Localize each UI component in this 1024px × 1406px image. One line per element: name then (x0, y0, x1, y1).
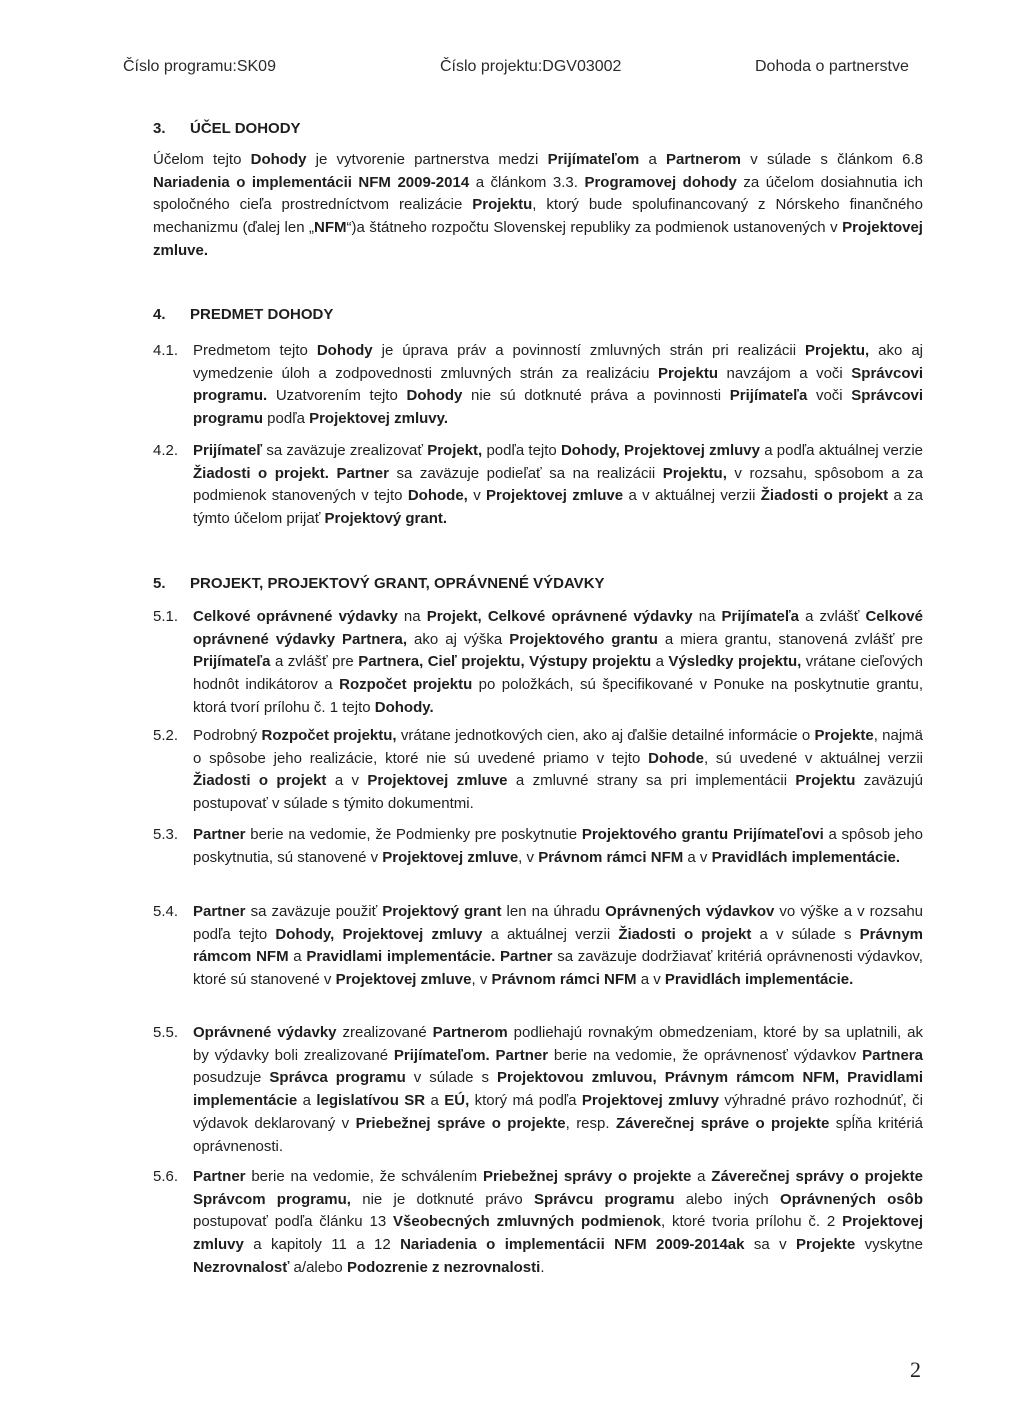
bold-term: Projektu, (662, 464, 727, 482)
text-run: , ktoré tvoria prílohu č. 2 (660, 1213, 843, 1231)
bold-term: Partnerom (666, 151, 742, 168)
bold-term: Partnera, Cieľ projektu, Výstupy projektu (358, 653, 652, 671)
bold-term: Partnerom (432, 1024, 508, 1041)
bold-term: Partner (193, 1168, 246, 1185)
text-run: zaväzujú postupovať v súlade s týmito dokumentmi. (193, 772, 923, 813)
bold-term: Právnom rámci NFM (491, 971, 637, 989)
text-run: a/alebo (289, 1258, 347, 1276)
bold-term: Žiadosti o projekt (193, 772, 327, 790)
text-run: Podrobný (193, 727, 262, 744)
clause-text (193, 725, 923, 816)
bold-term: Prijímateľa (729, 387, 808, 405)
bold-term: Dohody (316, 342, 373, 359)
section-number: 5. (153, 575, 166, 592)
text-run: a v (326, 772, 368, 790)
clause-5-5 (153, 1022, 923, 1158)
text-run: vrátane cieľových hodnôt indikátorov a (193, 653, 923, 694)
bold-term: Priebežnej správe o projekte (355, 1114, 566, 1132)
text-run: a (288, 948, 307, 966)
bold-term: Projektu, (805, 342, 870, 359)
bold-term: Projektovej zmluve (382, 848, 519, 866)
text-run: vo výške a v rozsahu podľa tejto (193, 903, 924, 943)
bold-term: Prijímateľom. Partner (393, 1046, 549, 1064)
bold-term: Projektovej zmluve (486, 487, 624, 505)
text-run: a aktuálnej verzii (482, 925, 619, 943)
bold-term: Oprávnených výdavkov (605, 903, 775, 920)
text-run: vrátane jednotkových cien, ako aj ďalšie detailné informácie o (396, 727, 815, 744)
bold-term: Prijímateľom (547, 151, 640, 168)
bold-term: Partner (193, 903, 246, 920)
clause-number: 5.4. (153, 903, 179, 920)
clause-number: 5.2. (153, 727, 179, 744)
text-run: ako aj výška (407, 630, 510, 648)
text-run: ktorý má podľa (469, 1092, 582, 1110)
text-run: berie na vedomie, že schválením (245, 1168, 483, 1185)
clause-5-1 (153, 606, 923, 720)
bold-term: Priebežnej správy o projekte (482, 1168, 692, 1185)
section-3-paragraph (153, 149, 923, 263)
text-run: , v (471, 971, 492, 989)
text-run: po položkách, sú špecifikované v Ponuke na poskytnutie grantu, ktorá tvorí prílohu č. 1 tejto (193, 676, 924, 716)
clause-number: 5.5. (153, 1024, 179, 1041)
bold-term: Programovej dohody (584, 173, 737, 191)
text-run: , sú uvedené v aktuálnej verzii (703, 749, 923, 767)
bold-term: Projektový grant (382, 903, 502, 920)
text-run: a v súlade s (751, 925, 860, 943)
bold-term: Pravidlách implementácie. (664, 971, 854, 989)
clause-text (193, 901, 923, 992)
bold-term: Celkové oprávnené výdavky Partnera, (193, 608, 923, 648)
text-run: a v (683, 848, 712, 866)
text-run: nie je dotknuté právo (350, 1190, 535, 1208)
bold-term: Správcovi programu (193, 387, 923, 428)
bold-term: Projektovej zmluve. (153, 219, 923, 259)
text-run: alebo iných (674, 1190, 781, 1208)
bold-term: Projektovej zmluve (335, 971, 472, 989)
clause-4-1 (153, 340, 923, 431)
text-run: a zvlášť (799, 608, 866, 625)
clause-text (193, 824, 923, 869)
text-run: podliehajú rovnakým obmedzeniam, ktoré by sa uplatnili, ak by výdavky boli zrealizované (193, 1024, 923, 1064)
text-run: berie na vedomie, že oprávnenosť výdavkov (548, 1046, 863, 1064)
text-run: a zvlášť pre (270, 653, 359, 671)
text-run: voči (807, 387, 852, 405)
bold-term: Prijímateľa (193, 653, 271, 671)
text-run: nie sú dotknuté práva a povinnosti (462, 387, 730, 405)
text-run: sa zaväzuje použiť (245, 903, 383, 920)
bold-term: Dohody (406, 387, 463, 405)
bold-term: Projekt, (427, 442, 483, 459)
bold-term: Projektovej zmluvy. (309, 410, 449, 428)
bold-term: Projektového grantu Prijímateľovi (581, 826, 824, 843)
bold-term: Rozpočet projektu (339, 676, 473, 694)
text-run: , najmä o spôsobe jeho realizácie, ktoré nie sú uvedené priamo v tejto (193, 727, 923, 767)
text-run: a v (636, 971, 665, 989)
bold-term: Záverečnej správy o projekte Správcom programu, (193, 1168, 923, 1208)
bold-term: Výsledky projektu, (668, 653, 802, 671)
clause-text (193, 606, 923, 720)
header-document-title: Dohoda o partnerstve (755, 58, 909, 75)
header-project-number: Číslo projektu:DGV03002 (440, 58, 622, 75)
bold-term: Všeobecných zmluvných podmienok (393, 1213, 661, 1231)
text-run: , resp. (565, 1114, 616, 1132)
text-run: sa v (744, 1236, 797, 1254)
section-title: ÚČEL DOHODY (190, 120, 301, 137)
bold-term: Projektovej zmluvy (193, 1213, 923, 1254)
clause-number: 4.1. (153, 342, 179, 359)
clause-text (193, 340, 923, 431)
section-4-heading (153, 306, 333, 323)
bold-term: Projektového grantu (509, 630, 658, 648)
section-number: 3. (153, 120, 166, 137)
bold-term: Podozrenie z nezrovnalosti (346, 1258, 541, 1276)
bold-term: Projekt, Celkové oprávnené výdavky (426, 608, 693, 625)
clause-text (193, 1022, 923, 1158)
text-run: , ktorý bude spolufinancovaný z Nórskeho finančného mechanizmu (ďalej len „ (153, 196, 923, 237)
text-run: . (540, 1258, 545, 1276)
text-run: a článkom 3.3. (469, 173, 585, 191)
text-run: a (297, 1092, 317, 1110)
bold-term: Rozpočet projektu, (261, 727, 397, 744)
bold-term: Právnom rámci NFM (538, 848, 684, 866)
bold-term: Prijímateľa (721, 608, 799, 625)
text-run: sa zaväzuje podieľať sa na realizácii (388, 464, 663, 482)
bold-term: Dohode, (407, 487, 468, 505)
text-run: na (397, 608, 427, 625)
section-number: 4. (153, 306, 166, 323)
bold-term: Projektu (795, 772, 856, 790)
clause-5-6 (153, 1166, 923, 1280)
bold-term: Projektu (472, 196, 533, 214)
text-run: je úprava práv a povinností zmluvných strán pri realizácii (372, 342, 806, 359)
text-run: zrealizované (336, 1024, 433, 1041)
bold-term: Žiadosti o projekt (618, 925, 752, 943)
bold-term: Právnym rámcom NFM (193, 925, 923, 966)
text-run: len na úhradu (501, 903, 606, 920)
clause-5-4 (153, 901, 923, 992)
text-run: za účelom dosiahnutia ich spoločného cieľa prostredníctvom realizácie (153, 173, 923, 214)
bold-term: Projektovej zmluve (367, 772, 508, 790)
text-run: sa zaväzuje dodržiavať kritériá oprávnenosti výdavkov, ktoré sú stanovené v (193, 948, 923, 989)
text-run: vyskytne (855, 1236, 923, 1254)
clause-5-3 (153, 824, 923, 869)
bold-term: NFM (314, 219, 347, 237)
clause-text (193, 1166, 923, 1280)
bold-term: Celkové oprávnené výdavky (193, 608, 398, 625)
bold-term: Nariadenia o implementácii NFM 2009-2014ak (400, 1236, 745, 1254)
bold-term: Správcu programu (534, 1190, 675, 1208)
bold-term: EÚ, (444, 1092, 470, 1110)
text-run: v súlade s článkom 6.8 (741, 151, 923, 168)
bold-term: Partner (193, 826, 246, 843)
text-run: na (692, 608, 722, 625)
bold-term: Projektu (658, 364, 719, 382)
text-run: v rozsahu, spôsobom a za podmienok stanovených v tejto (193, 464, 923, 505)
text-run: podľa (263, 410, 310, 428)
bold-term: Oprávnených osôb (780, 1190, 923, 1208)
text-run: a podľa aktuálnej verzie (760, 442, 923, 459)
text-run: postupovať podľa článku 13 (193, 1213, 394, 1231)
bold-term: Dohode (648, 749, 704, 767)
clause-4-2 (153, 440, 923, 531)
text-run: a miera grantu, stanovená zvlášť pre (657, 630, 923, 648)
clause-number: 5.6. (153, 1168, 179, 1185)
clause-text (193, 440, 923, 531)
bold-term: Pravidlami implementácie. Partner (306, 948, 553, 966)
bold-term: Dohody, Projektovej zmluvy (560, 442, 760, 459)
text-run: , v (518, 848, 539, 866)
text-run: Uzatvorením tejto (267, 387, 407, 405)
bold-term: Dohody, Projektovej zmluvy (275, 925, 483, 943)
text-run: a (425, 1092, 445, 1110)
bold-term: Žiadosti o projekt. Partner (193, 464, 389, 482)
section-title: PROJEKT, PROJEKTOVÝ GRANT, OPRÁVNENÉ VÝDAVKY (190, 575, 605, 592)
text-run: a kapitoly 11 a 12 (243, 1236, 401, 1254)
text-run: spĺňa kritériá oprávnenosti. (193, 1114, 923, 1155)
text-run: a (691, 1168, 712, 1185)
bold-term: Žiadosti o projekt (760, 487, 889, 505)
page-number: 2 (910, 1357, 921, 1382)
text-run: a (651, 653, 669, 671)
bold-term: Nezrovnalosť (193, 1258, 290, 1276)
text-run: navzájom a voči (718, 364, 852, 382)
text-run: posudzuje (193, 1069, 270, 1087)
text-run: výhradné právo rozhodnúť, či výdavok deklarovaný v (193, 1092, 923, 1132)
bold-term: Projekte (796, 1236, 856, 1254)
bold-term: Pravidlách implementácie. (711, 848, 901, 866)
clause-number: 5.1. (153, 608, 179, 625)
bold-term: Projektovou zmluvou, Právnym rámcom NFM, Pravidlami implementácie (193, 1069, 924, 1110)
text-run: berie na vedomie, že Podmienky pre poskytnutie (245, 826, 582, 843)
bold-term: Správcovi programu. (193, 364, 923, 405)
text-run: a spôsob jeho poskytnutia, sú stanovené v (193, 826, 923, 866)
bold-term: Nariadenia o implementácii NFM 2009-2014 (153, 173, 470, 191)
bold-term: Partnera (862, 1046, 923, 1064)
bold-term: legislatívou SR (316, 1092, 426, 1110)
text-run: Predmetom tejto (193, 342, 317, 359)
bold-term: Dohody (250, 151, 307, 168)
text-run: a (639, 151, 666, 168)
text-run: a v aktuálnej verzii (623, 487, 761, 505)
text-run: je vytvorenie partnerstva medzi (306, 151, 548, 168)
text-run: podľa tejto (482, 442, 561, 459)
section-5-heading (153, 575, 605, 592)
text-run: “)a štátneho rozpočtu Slovenskej republiky za podmienok ustanovených v (346, 219, 843, 237)
text-run: ako aj vymedzenie úloh a zodpovednosti zmluvných strán za realizáciu (193, 342, 924, 382)
clause-number: 5.3. (153, 826, 179, 843)
bold-term: Projektový grant. (324, 510, 448, 528)
clause-5-2 (153, 725, 923, 816)
bold-term: Projektovej zmluvy (581, 1092, 720, 1110)
section-title: PREDMET DOHODY (190, 306, 334, 323)
text-run: sa zaväzuje zrealizovať (262, 442, 428, 459)
bold-term: Záverečnej správe o projekte (615, 1114, 830, 1132)
clause-number: 4.2. (153, 442, 179, 459)
bold-term: Správca programu (269, 1069, 406, 1087)
bold-term: Prijímateľ (193, 442, 263, 459)
text-run: v súlade s (405, 1069, 498, 1087)
header-program-number: Číslo programu:SK09 (123, 58, 276, 75)
text-run: Účelom tejto (153, 151, 251, 168)
bold-term: Dohody. (374, 698, 434, 716)
text-run: a zmluvné strany sa pri implementácii (507, 772, 796, 790)
text-run: v (467, 487, 487, 505)
section-3-heading (153, 120, 301, 137)
text-run: a za týmto účelom prijať (193, 487, 924, 528)
bold-term: Projekte (814, 727, 874, 744)
bold-term: Oprávnené výdavky (193, 1024, 337, 1041)
